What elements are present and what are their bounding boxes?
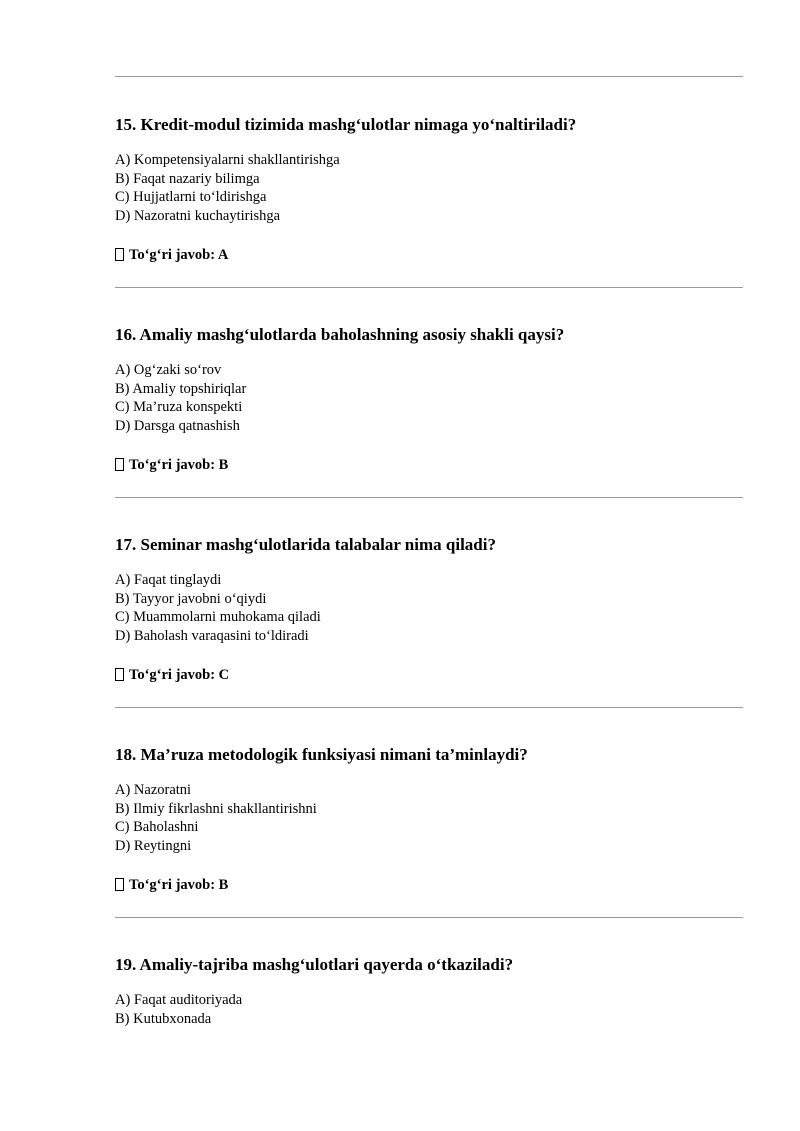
question-title: 17. Seminar mashg‘ulotlarida talabalar nima qiladi? xyxy=(115,535,496,554)
option-a: A) Og‘zaki so‘rov xyxy=(115,362,222,378)
correct-answer-text: To‘g‘ri javob: B xyxy=(129,457,229,473)
correct-answer xyxy=(115,456,743,474)
question-16 xyxy=(115,325,743,474)
option-b: B) Ilmiy fikrlashni shakllantirishni xyxy=(115,800,317,817)
question-title: 15. Kredit-modul tizimida mashg‘ulotlar nimaga yo‘naltiriladi? xyxy=(115,115,577,134)
option-c: C) Muammolarni muhokama qiladi xyxy=(115,609,321,625)
option-c: C) Hujjatlarni to‘ldirishga xyxy=(115,189,267,205)
option-list xyxy=(115,571,743,645)
option-list xyxy=(115,781,743,855)
option-a: A) Nazoratni xyxy=(115,782,192,798)
option-c: C) Ma’ruza konspekti xyxy=(115,399,243,415)
correct-answer xyxy=(115,876,743,894)
option-d: D) Darsga qatnashish xyxy=(115,417,240,434)
question-18 xyxy=(115,745,743,894)
option-b: B) Amaliy topshiriqlar xyxy=(115,380,247,397)
option-list xyxy=(115,991,743,1028)
separator xyxy=(115,917,743,918)
question-15 xyxy=(115,115,743,264)
option-a: A) Kompetensiyalarni shakllantirishga xyxy=(115,152,340,168)
question-title: 18. Ma’ruza metodologik funksiyasi nimani ta’minlaydi? xyxy=(115,745,528,764)
separator xyxy=(115,287,743,288)
separator xyxy=(115,76,743,77)
option-b: B) Faqat nazariy bilimga xyxy=(115,170,260,187)
missing-glyph-icon xyxy=(115,668,124,681)
separator xyxy=(115,707,743,708)
option-d: D) Reytingni xyxy=(115,837,192,854)
separator xyxy=(115,497,743,498)
option-b: B) Tayyor javobni o‘qiydi xyxy=(115,590,267,607)
option-c: C) Baholashni xyxy=(115,819,199,835)
correct-answer-text: To‘g‘ri javob: C xyxy=(129,667,230,683)
missing-glyph-icon xyxy=(115,458,124,471)
correct-answer xyxy=(115,246,743,264)
question-title: 19. Amaliy-tajriba mashg‘ulotlari qayerda o‘tkaziladi? xyxy=(115,955,514,974)
question-title: 16. Amaliy mashg‘ulotlarda baholashning asosiy shakli qaysi? xyxy=(115,325,565,344)
question-17 xyxy=(115,535,743,684)
option-b: B) Kutubxonada xyxy=(115,1010,212,1027)
option-a: A) Faqat tinglaydi xyxy=(115,572,222,588)
missing-glyph-icon xyxy=(115,248,124,261)
question-19 xyxy=(115,955,743,1028)
option-d: D) Baholash varaqasini to‘ldiradi xyxy=(115,627,309,644)
missing-glyph-icon xyxy=(115,878,124,891)
option-a: A) Faqat auditoriyada xyxy=(115,992,243,1008)
correct-answer xyxy=(115,666,743,684)
correct-answer-text: To‘g‘ri javob: A xyxy=(129,247,229,263)
option-d: D) Nazoratni kuchaytirishga xyxy=(115,207,281,224)
option-list xyxy=(115,151,743,225)
correct-answer-text: To‘g‘ri javob: B xyxy=(129,877,229,893)
option-list xyxy=(115,361,743,435)
